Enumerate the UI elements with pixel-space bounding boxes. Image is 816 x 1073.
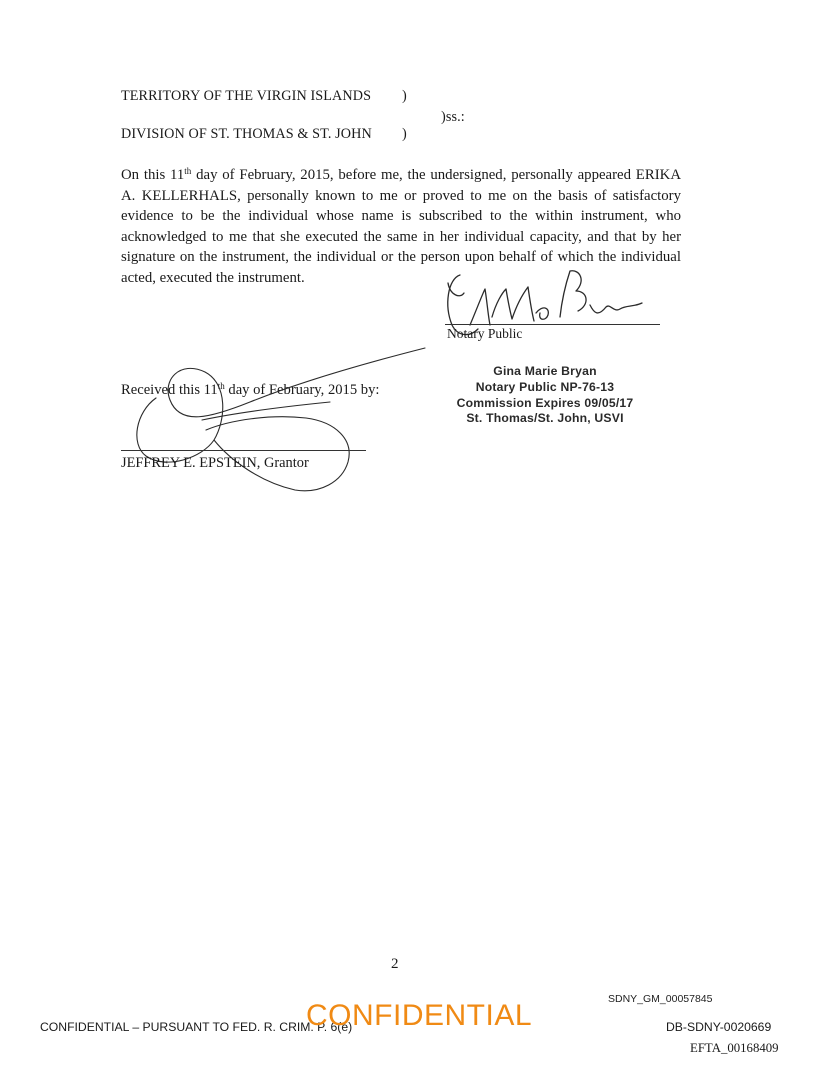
bates-gm-number: SDNY_GM_00057845: [608, 993, 713, 1005]
grantor-signature: [110, 340, 430, 500]
notary-signature-line: [445, 324, 660, 325]
confidential-stamp: CONFIDENTIAL: [306, 999, 533, 1032]
notary-stamp: [450, 364, 640, 427]
grantor-signature-line: [121, 450, 366, 451]
venue-paren-bottom: ): [402, 126, 407, 142]
notary-stamp-location: St. Thomas/St. John, USVI: [466, 411, 624, 426]
venue-division: DIVISION OF ST. THOMAS & ST. JOHN: [121, 126, 372, 142]
venue-paren-top: ): [402, 88, 407, 104]
bates-db-number: DB-SDNY-0020669: [666, 1020, 772, 1034]
grantor-name: JEFFREY E. EPSTEIN, Grantor: [121, 455, 309, 471]
receipt-text-start: Received this 11: [121, 382, 218, 398]
notary-public-label: Notary Public: [447, 326, 523, 341]
confidential-notice: CONFIDENTIAL – PURSUANT TO FED. R. CRIM. P. 6(e): [40, 1020, 353, 1034]
receipt-ordinal: th: [217, 381, 225, 391]
efta-number: EFTA_00168409: [690, 1041, 779, 1055]
acknowledgment-ordinal: th: [184, 166, 192, 176]
venue-ss: )ss.:: [441, 109, 465, 125]
notary-stamp-number: Notary Public NP-76-13: [475, 379, 615, 394]
venue-territory: TERRITORY OF THE VIRGIN ISLANDS: [121, 88, 372, 104]
page-number: 2: [391, 956, 399, 972]
acknowledgment-text-rest: day of February, 2015, before me, the undersigned, personally appeared ERIKA A. KELLERHALS, personally known to me or proved to me on the basis of satisfactory evidence to be the individual whose name is subscribed to the within instrument, who acknowledged to me that she executed the same in her individual capacity, and that by her signature on the instrument, the individual or the person upon behalf of which the individual acted, executed the instrument.: [121, 167, 682, 286]
notary-stamp-name: Gina Marie Bryan: [493, 364, 597, 378]
acknowledgment-text-start: On this 11: [121, 167, 185, 183]
notary-stamp-expires: Commission Expires 09/05/17: [456, 395, 634, 410]
receipt-text-rest: day of February, 2015 by:: [224, 382, 380, 398]
